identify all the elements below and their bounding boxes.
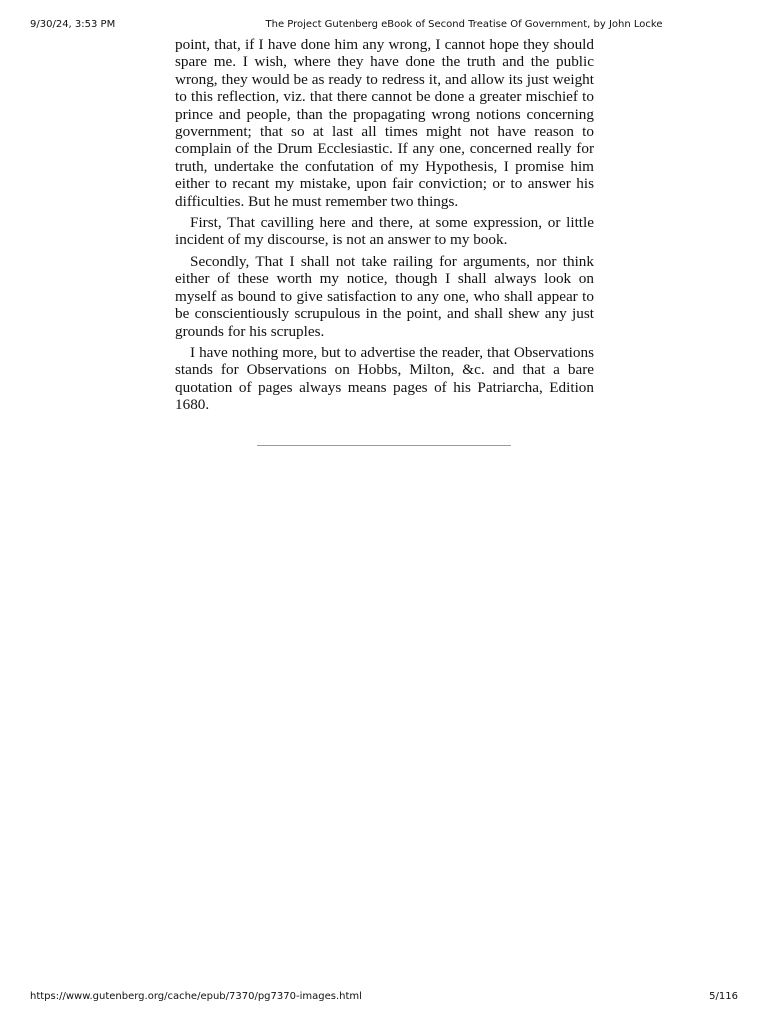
- paragraph-first-point: First, That cavilling here and there, at some expression, or little incident of my discourse, is not an answer to my book.: [175, 214, 594, 249]
- print-footer: [30, 991, 738, 1005]
- print-url: https://www.gutenberg.org/cache/epub/7370/pg7370-images.html: [30, 991, 362, 1002]
- page-number: 5/116: [709, 991, 738, 1002]
- section-divider: [257, 445, 511, 446]
- document-body: [175, 36, 594, 418]
- print-header: [30, 19, 738, 33]
- paragraph-second-point: Secondly, That I shall not take railing for arguments, nor think either of these worth my notice, though I shall always look on myself as bound to give satisfaction to any one, who shall appear to be conscientiously scrupulous in the point, and shall shew any just grounds for his scruples.: [175, 252, 594, 340]
- print-page-title: The Project Gutenberg eBook of Second Treatise Of Government, by John Locke: [265, 19, 663, 30]
- paragraph-continuation: point, that, if I have done him any wrong, I cannot hope they should spare me. I wish, where they have done the truth and the public wrong, they would be as ready to redress it, and allow its just weight to this reflection, viz. that there cannot be done a greater mischief to prince and people, than the propagating wrong notions concerning government; that so at last all times might not have reason to complain of the Drum Ecclesiastic. If any one, concerned really for truth, undertake the confutation of my Hypothesis, I promise him either to recant my mistake, upon fair conviction; or to answer his difficulties. But he must remember two things.: [175, 36, 594, 210]
- paragraph-closing-note: I have nothing more, but to advertise the reader, that Observations stands for Observations on Hobbs, Milton, &c. and that a bare quotation of pages always means pages of his Patriarcha, Edition 1680.: [175, 343, 594, 414]
- print-datetime: 9/30/24, 3:53 PM: [30, 19, 116, 30]
